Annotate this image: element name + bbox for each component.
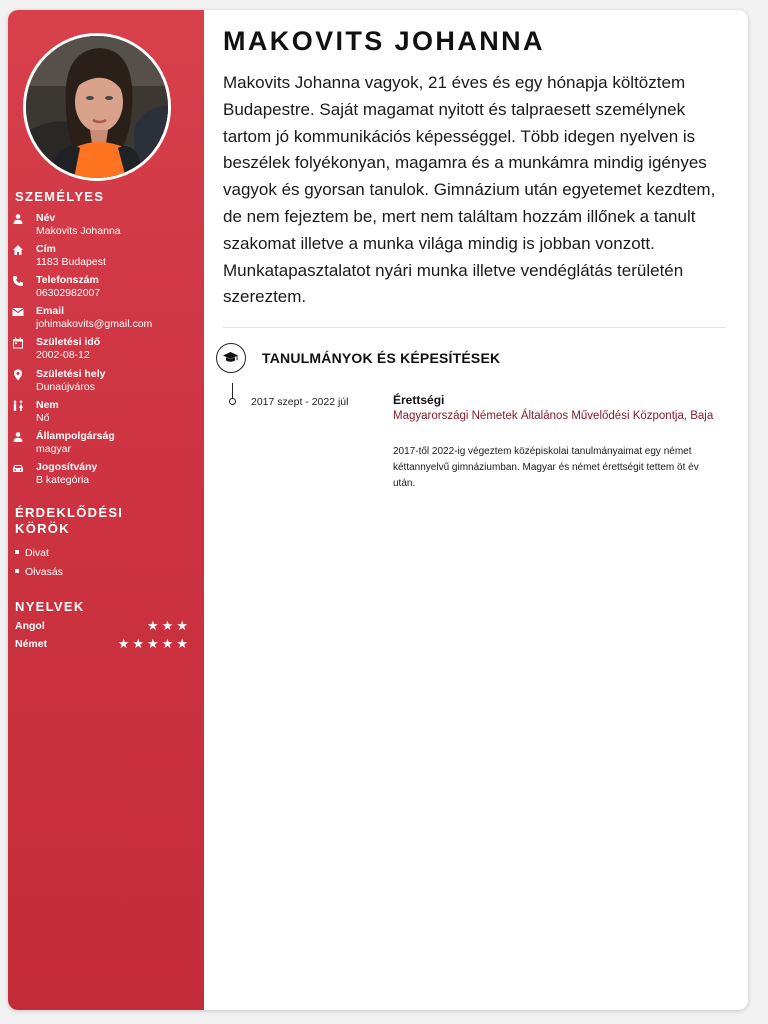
personal-item-gender	[12, 399, 197, 429]
education-heading: TANULMÁNYOK ÉS KÉPESÍTÉSEK	[262, 350, 501, 366]
personal-item-name	[12, 212, 197, 242]
personal-item-license	[12, 461, 197, 491]
interest-item	[15, 547, 49, 559]
personal-item-citizenship	[12, 430, 197, 460]
bullet-icon	[15, 550, 19, 554]
resume-page	[8, 10, 748, 1010]
home-icon	[12, 244, 24, 256]
interest-item	[15, 566, 63, 578]
gender-icon	[12, 400, 24, 412]
interest-label: Olvasás	[25, 566, 63, 578]
location-pin-icon	[12, 369, 24, 381]
language-name: Német	[15, 638, 48, 650]
interests-heading-line2: KÖRÖK	[15, 521, 70, 536]
language-item	[15, 620, 191, 634]
calendar-icon	[12, 337, 24, 349]
timeline-line	[232, 383, 233, 399]
personal-item-value: Nő	[36, 412, 50, 424]
interest-label: Divat	[25, 547, 49, 559]
personal-item-value: Dunaújváros	[36, 381, 95, 393]
profile-photo	[23, 33, 171, 181]
car-icon	[12, 462, 24, 474]
email-icon	[12, 306, 24, 318]
language-name: Angol	[15, 620, 45, 632]
profile-summary: Makovits Johanna vagyok, 21 éves és egy hónapja költöztem Budapestre. Saját magamat nyitott és talpraesett személynek tartom jó kommunikációs képességgel. Több idegen nyelven is beszélek folyékonyan, magamra és a munkámra mindig igényes vagyok és gyorsan tanulok. Gimnázium után egyetemet kezdtem, de nem fejeztem be, mert nem találtam hozzám illőnek a tanult szakomat illetve a munka világa mindig is jobban vonzott. Munkatapasztalatot nyári munka illetve vendéglátás területén szereztem.	[223, 73, 716, 307]
personal-item-label: Születési hely	[36, 368, 106, 380]
personal-item-label: Állampolgárság	[36, 430, 115, 442]
personal-item-birthplace	[12, 368, 197, 398]
sidebar	[8, 10, 204, 1010]
section-divider	[223, 327, 726, 328]
education-degree: Érettségi	[393, 393, 445, 407]
education-description: 2017-től 2022-ig végeztem középiskolai tanulmányaimat egy német kéttannyelvű gimnáziumban. Magyar és német érettségit tettem öt év után.	[393, 446, 699, 489]
star-rating-icon: ★★★	[147, 618, 191, 633]
graduation-cap-icon	[216, 343, 246, 373]
language-item	[15, 638, 191, 652]
personal-heading: SZEMÉLYES	[15, 189, 105, 204]
personal-item-value: 1183 Budapest	[36, 256, 106, 268]
bullet-icon	[15, 569, 19, 573]
education-school: Magyarországi Németek Általános Művelődési Központja, Baja	[393, 410, 714, 422]
person-icon	[12, 213, 24, 225]
person-icon	[12, 431, 24, 443]
personal-item-value: Makovits Johanna	[36, 225, 121, 237]
personal-item-address	[12, 243, 197, 273]
education-date: 2017 szept - 2022 júl	[251, 396, 349, 408]
personal-item-phone	[12, 274, 197, 304]
personal-item-label: Telefonszám	[36, 274, 99, 286]
phone-icon	[12, 275, 24, 287]
interests-heading	[15, 505, 123, 537]
languages-heading: NYELVEK	[15, 599, 85, 614]
personal-item-label: Email	[36, 305, 65, 317]
page-title: MAKOVITS JOHANNA	[223, 26, 545, 56]
personal-item-birthdate	[12, 336, 197, 366]
personal-item-label: Nem	[36, 399, 59, 411]
main-content	[204, 10, 748, 1010]
personal-item-value: 2002-08-12	[36, 349, 90, 361]
personal-item-label: Név	[36, 212, 56, 224]
interests-heading-line1: ÉRDEKLŐDÉSI	[15, 505, 124, 520]
timeline-dot-icon	[229, 398, 236, 405]
personal-item-value: 06302982007	[36, 287, 101, 299]
personal-item-label: Születési idő	[36, 336, 101, 348]
personal-item-label: Cím	[36, 243, 56, 255]
personal-item-value: johimakovits@gmail.com	[36, 318, 153, 330]
personal-item-label: Jogosítvány	[36, 461, 98, 473]
personal-item-value: magyar	[36, 443, 72, 455]
personal-item-value: B kategória	[36, 474, 90, 486]
personal-item-email	[12, 305, 197, 335]
star-rating-icon: ★★★★★	[117, 636, 191, 651]
